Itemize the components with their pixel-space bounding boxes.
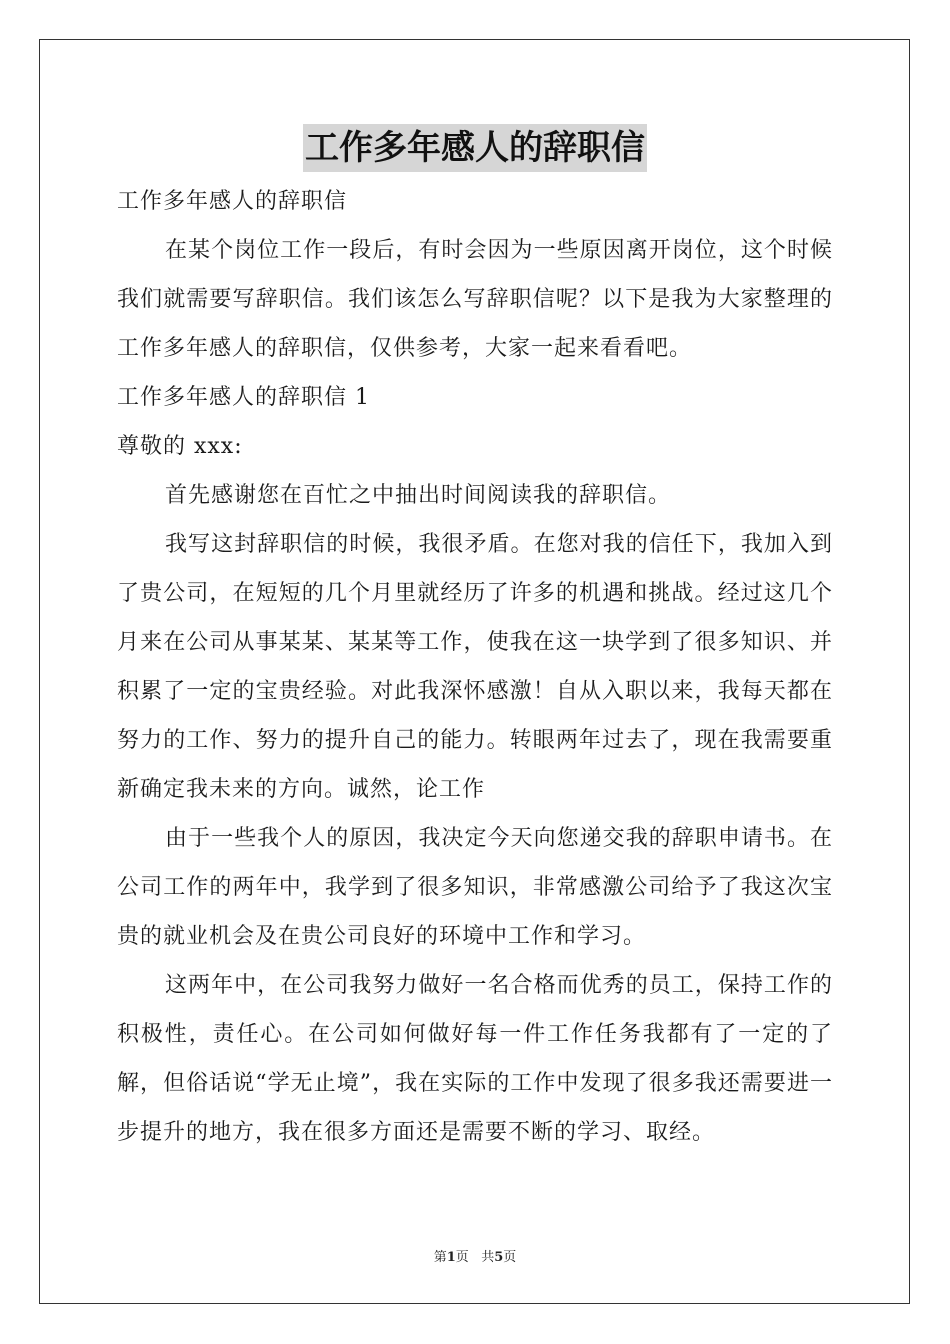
total-prefix: 共 — [481, 1250, 495, 1265]
total-pages: 5 — [494, 1250, 504, 1265]
paragraph-heading: 工作多年感人的辞职信 — [117, 189, 348, 214]
page-footer — [0, 1246, 950, 1265]
total-suffix: 页 — [503, 1250, 517, 1265]
paragraph-letter-heading: 工作多年感人的辞职信 1 — [117, 385, 370, 410]
paragraph-intro: 在某个岗位工作一段后，有时会因为一些原因离开岗位，这个时候我们就需要写辞职信。我们该怎么写辞职信呢？以下是我为大家整理的工作多年感人的辞职信，仅供参考，大家一起来看看吧。 — [117, 238, 833, 361]
document-title: 工作多年感人的辞职信 — [303, 124, 647, 172]
page-prefix: 第 — [433, 1250, 447, 1265]
title-area — [0, 124, 950, 172]
page-number: 1 — [446, 1250, 456, 1265]
paragraph-body: 由于一些我个人的原因，我决定今天向您递交我的辞职申请书。在公司工作的两年中，我学到了很多知识，非常感激公司给予了我这次宝贵的就业机会及在贵公司良好的环境中工作和学习。 — [117, 826, 833, 949]
page-suffix: 页 — [455, 1250, 469, 1265]
paragraph-salutation: 尊敬的 xxx: — [117, 434, 243, 459]
document-body — [117, 177, 833, 1157]
paragraph-body: 我写这封辞职信的时候，我很矛盾。在您对我的信任下，我加入到了贵公司，在短短的几个月里就经历了许多的机遇和挑战。经过这几个月来在公司从事某某、某某等工作，使我在这一块学到了很多知识、并积累了一定的宝贵经验。对此我深怀感激！自从入职以来，我每天都在努力的工作、努力的提升自己的能力。转眼两年过去了，现在我需要重新确定我未来的方向。诚然，论工作 — [117, 532, 833, 802]
paragraph-body: 这两年中，在公司我努力做好一名合格而优秀的员工，保持工作的积极性，责任心。在公司如何做好每一件工作任务我都有了一定的了解，但俗话说“学无止境”，我在实际的工作中发现了很多我还需要进一步提升的地方，我在很多方面还是需要不断的学习、取经。 — [117, 973, 833, 1145]
paragraph-body: 首先感谢您在百忙之中抽出时间阅读我的辞职信。 — [165, 483, 672, 508]
